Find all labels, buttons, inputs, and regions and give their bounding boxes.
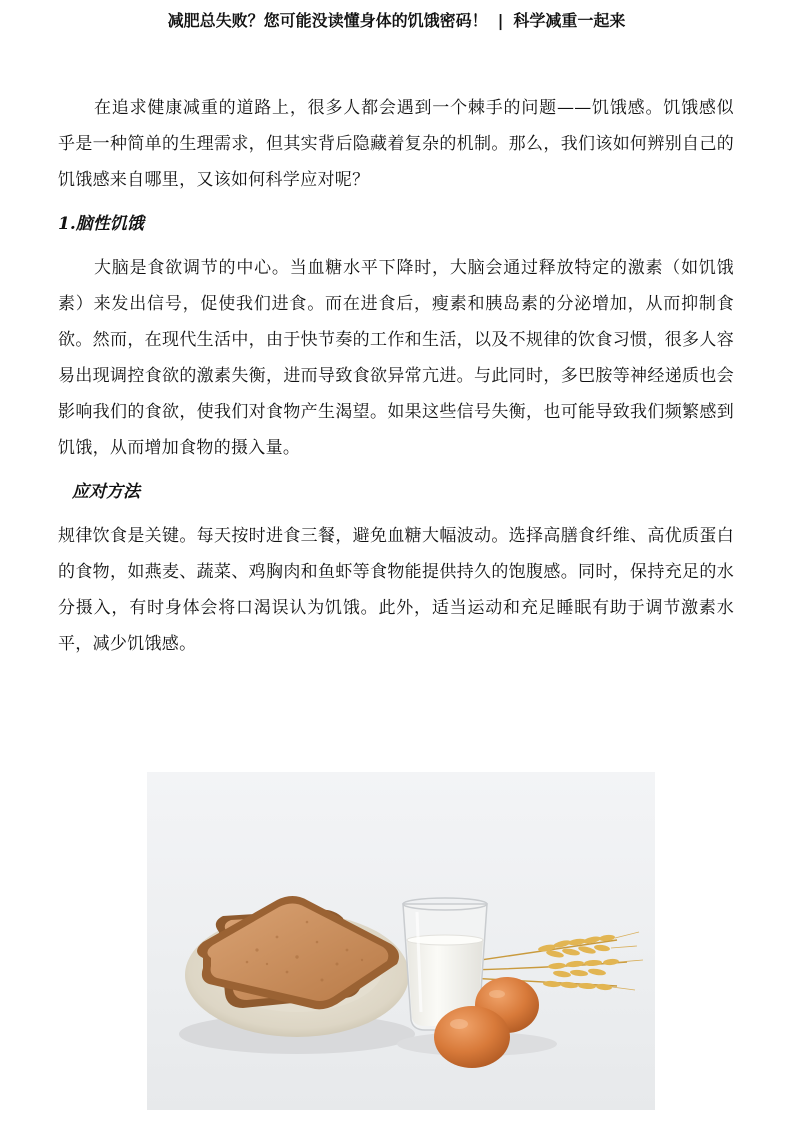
page-title: 减肥总失败？您可能没读懂身体的饥饿密码！ [167, 11, 488, 30]
header-separator: | [497, 11, 504, 30]
article-body [58, 80, 734, 662]
intro-paragraph: 在追求健康减重的道路上，很多人都会遇到一个棘手的问题——饥饿感。饥饿感似乎是一种简单的生理需求，但其实背后隐藏着复杂的机制。那么，我们该如何辨别自己的饥饿感来自哪里，又该如何科学应对呢？ [58, 98, 734, 190]
coping-methods-paragraph: 规律饮食是关键。每天按时进食三餐，避免血糖大幅波动。选择高膳食纤维、高优质蛋白的食物，如燕麦、蔬菜、鸡胸肉和鱼虾等食物能提供持久的饱腹感。同时，保持充足的水分摄入，有时身体会将口渴误认为饥饿。此外，适当运动和充足睡眠有助于调节激素水平，减少饥饿感。 [58, 526, 734, 654]
breakfast-illustration [147, 772, 655, 1110]
brain-hunger-paragraph: 大脑是食欲调节的中心。当血糖水平下降时，大脑会通过释放特定的激素（如饥饿素）来发出信号，促使我们进食。而在进食后，瘦素和胰岛素的分泌增加，从而抑制食欲。然而，在现代生活中，由于快节奏的工作和生活，以及不规律的饮食习惯，很多人容易出现调控食欲的激素失衡，进而导致食欲异常亢进。与此同时，多巴胺等神经递质也会影响我们的食欲，使我们对食物产生渴望。如果这些信号失衡，也可能导致我们频繁感到饥饿，从而增加食物的摄入量。 [58, 258, 734, 458]
breakfast-photo [147, 772, 655, 1110]
page-tagline: 科学减重一起来 [513, 11, 626, 30]
page-header [0, 10, 793, 32]
section-heading-coping-methods: 应对方法 [72, 482, 140, 502]
section-heading-brain-hunger: 1.脑性饥饿 [58, 214, 144, 234]
